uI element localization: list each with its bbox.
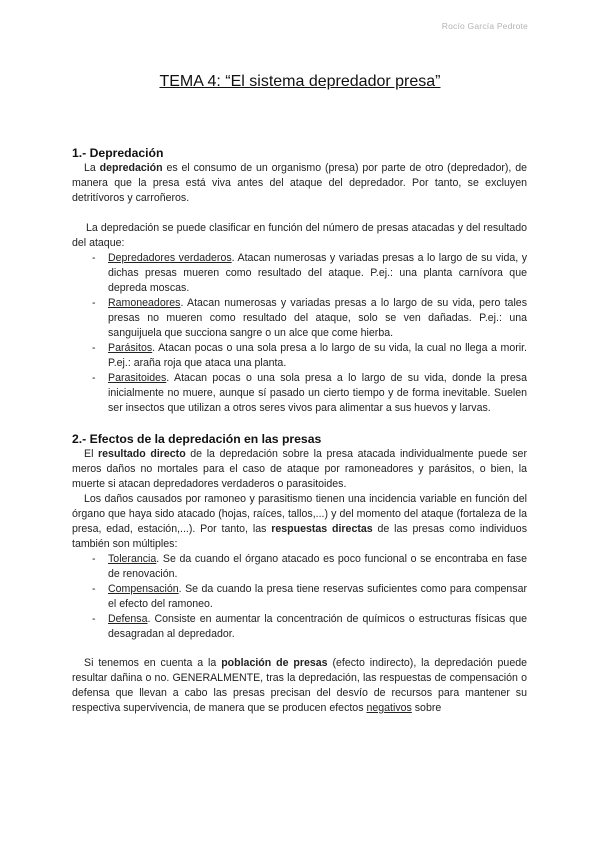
bold-term: respuestas directas xyxy=(271,523,373,535)
section-2-heading: 2.- Efectos de la depredación en las presas xyxy=(72,432,322,446)
section-2-paragraph-3: Si tenemos en cuenta a la población de presas (efecto indirecto), la depredación puede resultar dañina o no. GENERALMENTE, tras la depredación, las respuestas de compensación o defensa que llevan a cabo las presas precisan del desvío de recursos para mantener su respectiva supervivencia, de manera que se producen efectos negativos sobre xyxy=(72,657,527,714)
list-item: - Parásitos. Atacan pocas o una sola presa a lo largo de su vida, la cual no llega a morir. P.ej.: araña roja que ataca una planta. xyxy=(92,342,527,369)
list-term: Compensación xyxy=(108,583,179,595)
section-1-paragraph-2: La depredación se puede clasificar en función del número de presas atacadas y del resultado del ataque: xyxy=(72,222,527,249)
list-term: Defensa xyxy=(108,613,148,625)
list-item: - Compensación. Se da cuando la presa tiene reservas suficientes como para compensar el efecto del ramoneo. xyxy=(92,583,527,610)
list-item: - Ramoneadores. Atacan numerosas y variadas presas a lo largo de su vida, pero tales presas no mueren como resultado del ataque, solo se ven dañadas. P.ej.: una sanguijuela que succiona sangre o un alce que come hierba. xyxy=(92,297,527,339)
list-term: Tolerancia xyxy=(108,553,157,565)
section-1-paragraph-1: La depredación es el consumo de un organismo (presa) por parte de otro (depredador), de manera que la presa está viva antes del ataque del depredador. Por tanto, se excluyen detritívoros y carroñeros. xyxy=(72,162,527,204)
section-2-paragraph-2: Los daños causados por ramoneo y parasitismo tienen una incidencia variable en función del órgano que haya sido atacado (hojas, raíces, tallos,...) y del momento del ataque (fortaleza de la presa, edad, estación,...). Por tanto, las respuestas directas de las presas como individuos también son múltiples: xyxy=(72,493,527,550)
author-header: Rocío García Pedrote xyxy=(441,21,528,31)
list-term: Ramoneadores xyxy=(108,297,181,309)
page-title: TEMA 4: “El sistema depredador presa” xyxy=(159,73,441,90)
document-body xyxy=(72,145,527,716)
bold-term: población de presas xyxy=(221,657,328,669)
section-2-paragraph-1: El resultado directo de la depredación sobre la presa atacada individualmente puede ser meros daños no mortales para el caso de ataque por ramoneadores y parásitos, o bien, la muerte si atacan depredadores verdaderos o parasitoides. xyxy=(72,448,527,490)
predation-types-list xyxy=(72,251,527,416)
prey-responses-list xyxy=(72,552,527,642)
list-item: - Defensa. Consiste en aumentar la concentración de químicos o estructuras físicas que desagradan al depredador. xyxy=(92,613,527,640)
list-term: Parasitoides xyxy=(108,372,167,384)
section-1-heading: 1.- Depredación xyxy=(72,146,164,160)
list-term: Parásitos xyxy=(108,342,153,354)
list-item: - Depredadores verdaderos. Atacan numerosas y variadas presas a lo largo de su vida, y dichas presas mueren como resultado del ataque. P.ej.: una planta carnívora que depreda moscas. xyxy=(92,252,527,294)
bold-term: depredación xyxy=(99,162,163,174)
bold-term: resultado directo xyxy=(98,448,186,460)
list-item: - Tolerancia. Se da cuando el órgano atacado es poco funcional o se encontraba en fase de renovación. xyxy=(92,553,527,580)
list-term: Depredadores verdaderos xyxy=(108,252,232,264)
underlined-word: negativos xyxy=(366,702,412,714)
list-item: - Parasitoides. Atacan pocas o una sola presa a lo largo de su vida, donde la presa inicialmente no muere, aunque sí pasado un cierto tiempo y de forma inevitable. Suelen ser insectos que utilizan a otros seres vivos para alimentar a sus huevos y larvas. xyxy=(92,372,527,414)
